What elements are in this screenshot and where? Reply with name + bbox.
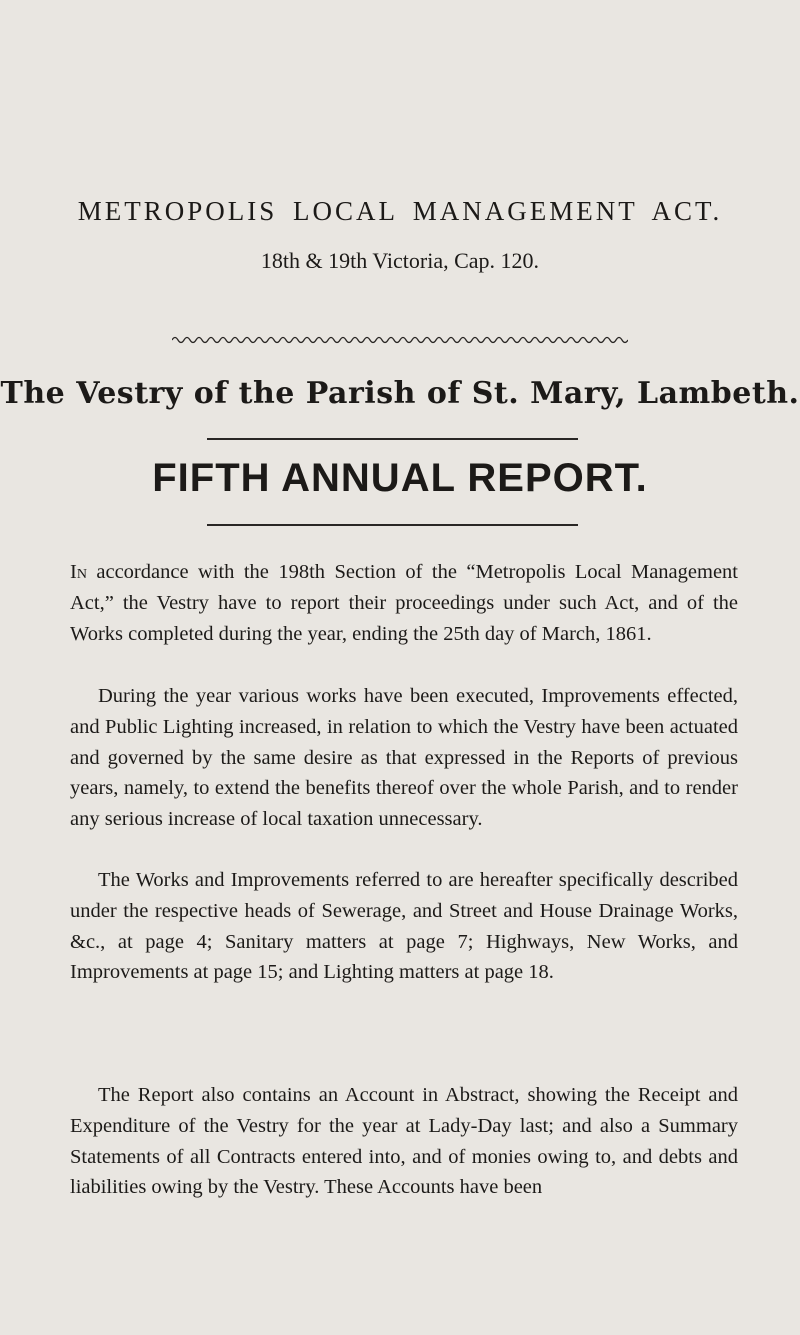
rule-bottom xyxy=(207,524,578,526)
paragraph-2: During the year various works have been executed, Improvements effected, and Public Lighting increased, in relation to which the Vestry have been actuated and governed by the same desire as that expressed in the Reports of previous years, namely, to extend the benefits thereof over the whole Parish, and to render any serious increase of local taxation unnecessary. xyxy=(70,685,738,831)
paragraph-4: The Report also contains an Account in Abstract, showing the Receipt and Expenditure of the Vestry for the year at Lady-Day last; and also a Summary Statements of all Contracts entered into, and of monies owing to, and debts and liabilities owing by the Vestry. These Accounts have been xyxy=(70,1084,738,1199)
rule-top xyxy=(207,438,578,440)
vestry-heading: The Vestry of the Parish of St. Mary, Lambeth. xyxy=(0,376,800,411)
wavy-divider xyxy=(172,334,628,346)
paragraph-1-lead: In xyxy=(70,561,87,583)
paragraph-3: The Works and Improvements referred to are hereafter specifically described under the respective heads of Sewerage, and Street and House Drainage Works, &c., at page 4; Sanitary matters at page 7; Highways, New Works, and Improvements at page 15; and Lighting matters at page 18. xyxy=(70,869,738,984)
report-title: FIFTH ANNUAL REPORT. xyxy=(152,456,648,500)
act-citation: 18th & 19th Victoria, Cap. 120. xyxy=(260,248,540,273)
act-title: METROPOLIS LOCAL MANAGEMENT ACT. xyxy=(77,196,723,226)
paragraph-1 xyxy=(70,557,738,649)
paragraph-1-text: accordance with the 198th Section of the “Metropolis Local Management Act,” the Vestry have to report their proceedings under such Act, and of the Works completed during the year, ending the 25th day of March, 1861. xyxy=(70,561,738,645)
